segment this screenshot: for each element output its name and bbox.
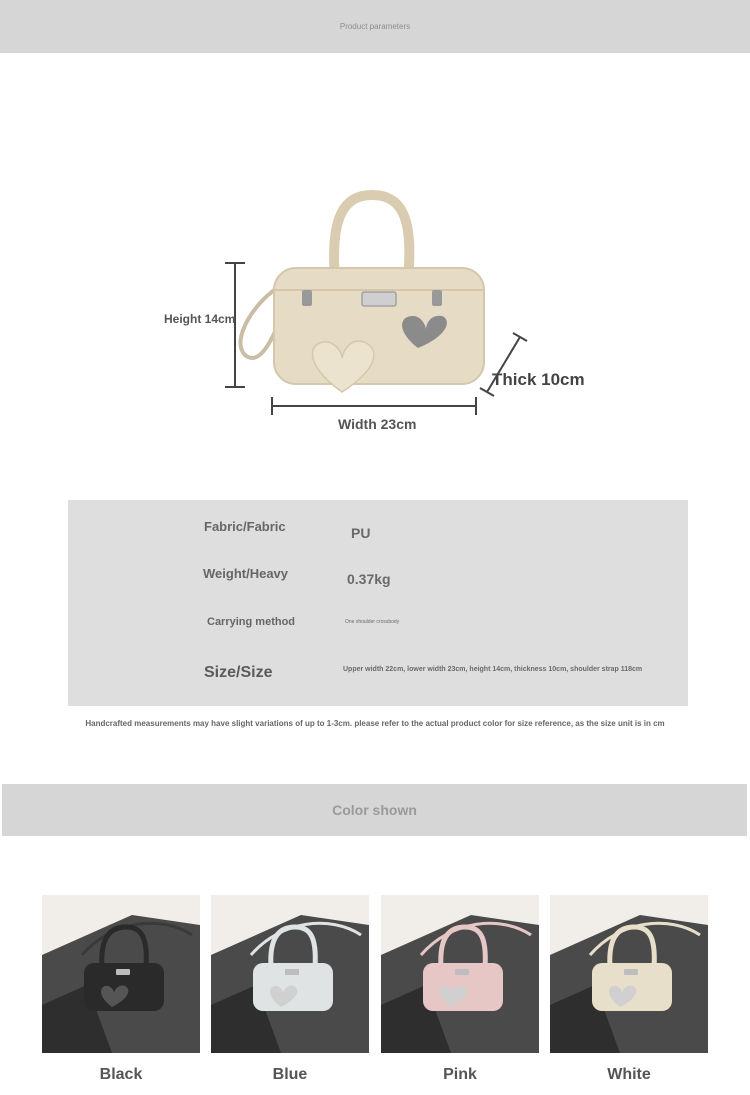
bag-photo <box>42 895 200 1053</box>
carrying-method-label: Carrying method <box>207 616 296 628</box>
color-shown-title: Color shown <box>332 802 417 818</box>
weight-label: Weight/Heavy <box>203 566 289 581</box>
color-label-white: White <box>607 1066 651 1083</box>
color-swatch-black[interactable] <box>42 895 200 1053</box>
thickness-label: Thick 10cm <box>492 370 585 389</box>
bag-dimension-diagram <box>150 180 610 430</box>
color-label-blue: Blue <box>272 1066 308 1083</box>
carrying-method-value: One shoulder crossbody <box>345 619 400 625</box>
measurement-note: Handcrafted measurements may have slight variations of up to 1-3cm. please refer to the actual product color for size reference, as the size unit is in cm <box>85 719 665 728</box>
color-swatch-pink[interactable] <box>381 895 539 1053</box>
width-label: Width 23cm <box>338 416 417 432</box>
fabric-label: Fabric/Fabric <box>204 519 286 534</box>
fabric-value: PU <box>351 525 371 541</box>
spec-table <box>68 500 688 706</box>
product-parameters-title: Product parameters <box>339 22 411 31</box>
color-swatch-white[interactable] <box>550 895 708 1053</box>
product-parameters-banner <box>0 0 750 53</box>
size-label: Size/Size <box>204 664 273 681</box>
size-value: Upper width 22cm, lower width 23cm, height 14cm, thickness 10cm, shoulder strap 118cm <box>343 666 643 673</box>
bag-photo <box>381 895 539 1053</box>
color-swatch-blue[interactable] <box>211 895 369 1053</box>
weight-value: 0.37kg <box>347 571 391 587</box>
color-shown-banner <box>2 784 747 836</box>
color-label-black: Black <box>99 1066 143 1083</box>
bag-photo <box>211 895 369 1053</box>
bag-photo <box>550 895 708 1053</box>
height-label: Height 14cm <box>164 312 236 326</box>
color-label-pink: Pink <box>443 1066 477 1083</box>
